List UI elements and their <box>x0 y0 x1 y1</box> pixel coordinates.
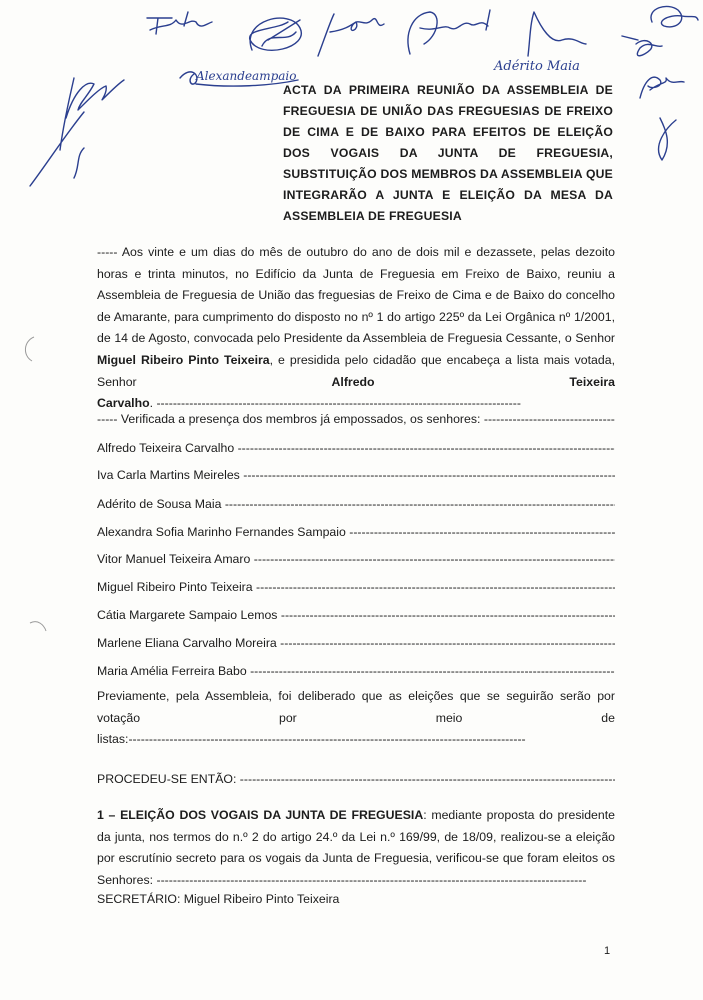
member-row: Adérito de Sousa Maia ----- <box>97 495 615 513</box>
intro-paragraph <box>97 242 615 415</box>
member-row: Iva Carla Martins Meireles ----- <box>97 466 615 484</box>
section-1-paragraph <box>97 805 615 891</box>
intro-mid: , e presidida pelo cidadão que encabeça a lista mais votada, Senhor <box>97 352 615 389</box>
page-number: 1 <box>604 945 611 957</box>
member-row: Cátia Margarete Sampaio Lemos ----- <box>97 606 615 624</box>
section-1-dashes: --------------------------------------------------------------------------------------------------------- <box>153 872 587 887</box>
member-row: Marlene Eliana Carvalho Moreira ----- <box>97 634 615 652</box>
signature-4 <box>408 10 490 54</box>
proceeded-heading: PROCEDEU-SE ENTÃO: ----- <box>97 770 615 788</box>
signature-1 <box>147 12 212 34</box>
member-row: Alexandra Sofia Marinho Fernandes Sampaio ----- <box>97 523 615 541</box>
members-intro: ----- Verificada a presença dos membros já empossados, os senhores: ----- <box>97 410 615 428</box>
signature-5 <box>528 12 586 56</box>
chair-name: Alfredo Teixeira Carvalho <box>97 374 615 411</box>
signature-alexandra: Alexandeampaio <box>196 69 297 83</box>
signature-7 <box>640 77 684 160</box>
signature-6 <box>622 6 698 55</box>
member-row: Alfredo Teixeira Carvalho ----- <box>97 439 615 457</box>
intro-tail: . ----------------------------------------------------------------------------------------- <box>149 396 521 411</box>
punch-hole-mark <box>24 615 48 645</box>
signature-3 <box>318 14 384 56</box>
section-1-heading: 1 – ELEIÇÃO DOS VOGAIS DA JUNTA DE FREGUESIA <box>97 808 424 822</box>
document-title: ACTA DA PRIMEIRA REUNIÃO DA ASSEMBLEIA DE FREGUESIA DE UNIÃO DAS FREGUESIAS DE FREIXO DE CIMA E DE BAIXO PARA EFEITOS DE ELEIÇÃO DOS VOGAIS DA JUNTA DE FREGUESIA, SUBSTITUIÇÃO DOS MEMBROS DA ASSEMBLEIA QUE INTEGRARÃO A JUNTA E ELEIÇÃO DA MESA DA ASSEMBLEIA DE FREGUESIA <box>283 83 613 223</box>
secretary-line: SECRETÁRIO: Miguel Ribeiro Pinto Teixeira <box>97 892 340 906</box>
intro-text: ----- Aos vinte e um dias do mês de outubro do ano de dois mil e dezassete, pelas dezoito horas e trinta minutos, no Edifício da Junta de Freguesia em Freixo de Baixo, reuniu a Assembleia de Freguesia de União das freguesias de Freixo de Cima e de Baixo do concelho de Amarante, para cumprimento do disposto no nº 1 do artigo 225º da Lei Orgânica nº 1/2001, de 14 de Agosto, convocada pelo Presidente da Assembleia de Freguesia Cessante, o Senhor <box>97 245 615 346</box>
member-row: Miguel Ribeiro Pinto Teixeira ----- <box>97 578 615 596</box>
signature-aderito: Adérito Maia <box>494 59 580 74</box>
signature-2 <box>250 18 302 50</box>
member-row: Maria Amélia Ferreira Babo ----- <box>97 662 615 680</box>
president-name: Miguel Ribeiro Pinto Teixeira <box>97 352 270 367</box>
member-row: Vitor Manuel Teixeira Amaro ----- <box>97 550 615 568</box>
signature-10 <box>493 59 580 74</box>
punch-hole-mark <box>20 335 40 365</box>
signature-9 <box>180 69 298 86</box>
prior-decision-paragraph: Previamente, pela Assembleia, foi deliberado que as eleições que se seguirão serão por votação por meio de listas:------------------------------------------------------------------------------------------------- <box>97 689 615 747</box>
signature-8 <box>30 78 124 186</box>
section-1-body: : mediante proposta do presidente da junta, nos termos do n.º 2 do artigo 24.º da Lei n.º 169/99, de 18/09, realizou-se a eleição por escrutínio secreto para os vogais da Junta de Freguesia, verificou-se que foram eleitos os Senhores: <box>97 808 615 887</box>
prior-decision-dashes: ------------------------------------------------------------------------------------------------- <box>128 732 526 747</box>
